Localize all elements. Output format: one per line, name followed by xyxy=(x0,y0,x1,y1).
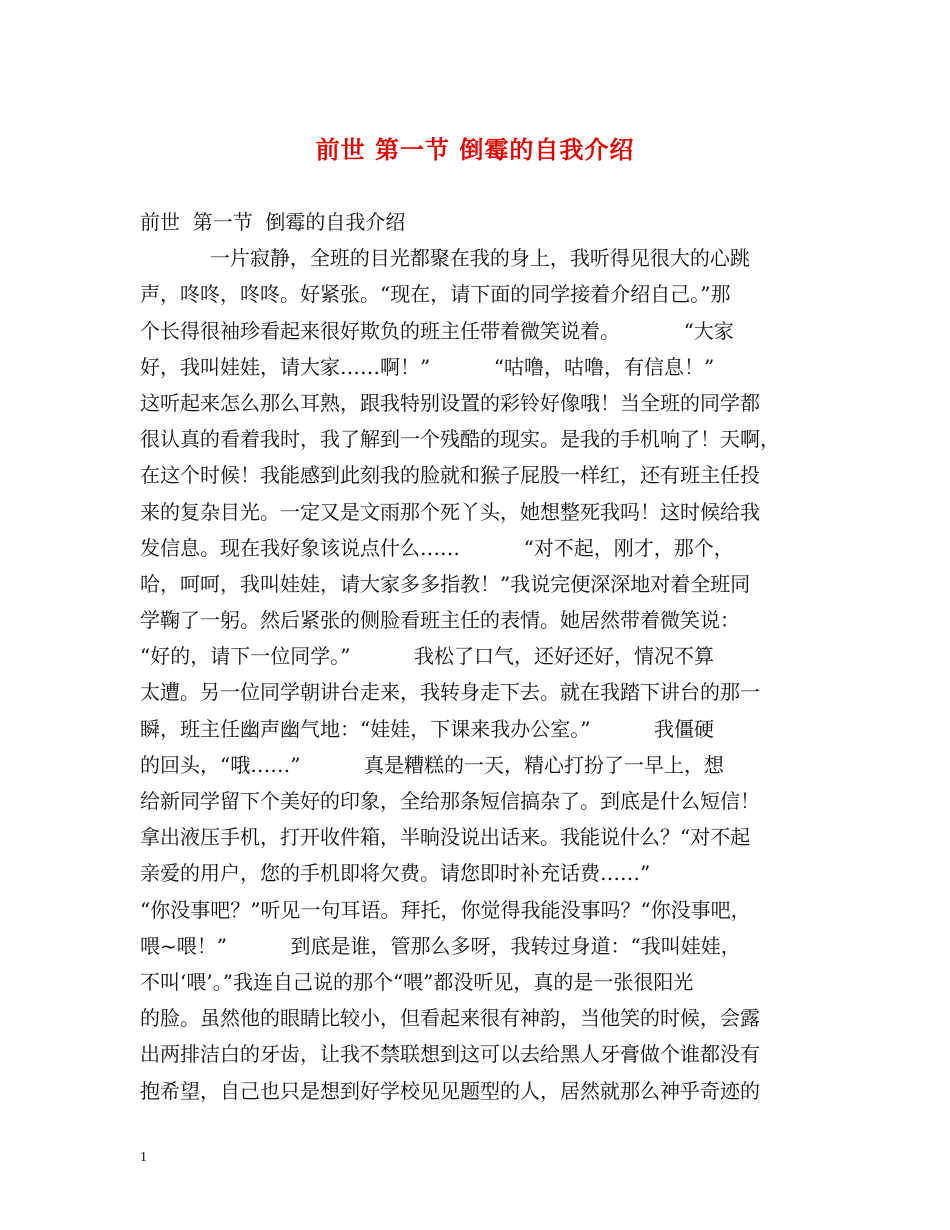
body-line-21: 喂~喂！” 到底是谁，管那么多呀，我转过身道：“我叫娃娃， xyxy=(140,933,741,958)
body-line-14: 太遭。另一位同学朝讲台走来，我转身走下去。就在我踏下讲台的那一 xyxy=(140,680,760,705)
document-title: 前世 第一节 倒霉的自我介绍 xyxy=(315,136,635,164)
body-line-6: 这听起来怎么那么耳熟，跟我特别设置的彩铃好像哦！当全班的同学都 xyxy=(140,390,760,415)
body-line-15: 瞬，班主任幽声幽气地：“娃娃，下课来我办公室。” 我僵硬 xyxy=(140,716,715,741)
body-line-17: 给新同学留下个美好的印象，全给那条短信搞杂了。到底是什么短信！ xyxy=(140,789,760,813)
body-line-9: 来的复杂目光。一定又是文雨那个死丫头，她想整死我吗！这时候给我 xyxy=(140,499,760,524)
document-body xyxy=(140,204,820,1109)
body-line-1: 前世 第一节 倒霉的自我介绍 xyxy=(140,210,406,234)
body-line-24: 出两排洁白的牙齿，让我不禁联想到这可以去给黑人牙膏做个谁都没有 xyxy=(140,1042,760,1067)
body-line-7: 很认真的看着我时，我了解到一个残酷的现实。是我的手机响了！天啊， xyxy=(140,427,780,452)
body-line-22: 不叫‘喂’。”我连自己说的那个“喂”都没听见，真的是一张很阳光 xyxy=(140,969,694,994)
body-line-13: “好的，请下一位同学。” 我松了口气，还好还好，情况不算 xyxy=(140,644,715,669)
body-line-2: 一片寂静，全班的目光都聚在我的身上，我听得见很大的心跳 xyxy=(140,246,750,271)
body-line-19: 亲爱的用户，您的手机即将欠费。请您即时补充话费……” xyxy=(140,861,651,886)
body-line-10: 发信息。现在我好象该说点什么…… “对不起，刚才，那个， xyxy=(140,535,734,560)
body-line-16: 的回头，“哦……” 真是糟糕的一天，精心打扮了一早上，想 xyxy=(140,752,725,777)
body-line-3: 声，咚咚，咚咚。好紧张。“现在，请下面的同学接着介绍自己。”那 xyxy=(140,282,731,307)
body-line-25: 抱希望，自己也只是想到好学校见见题型的人，居然就那么神乎奇迹的 xyxy=(140,1078,760,1103)
body-line-11: 哈，呵呵，我叫娃娃，请大家多多指教！”我说完便深深地对着全班同 xyxy=(140,571,751,596)
body-line-12: 学鞠了一躬。然后紧张的侧脸看班主任的表情。她居然带着微笑说： xyxy=(140,608,740,633)
body-line-18: 拿出液压手机，打开收件箱，半晌没说出话来。我能说什么？“对不起 xyxy=(140,825,751,850)
body-line-4: 个长得很袖珍看起来很好欺负的班主任带着微笑说着。 “大家 xyxy=(140,318,734,343)
body-line-5: 好，我叫娃娃，请大家……啊！” “咕噜，咕噜，有信息！” xyxy=(140,354,715,379)
page-number: 1 xyxy=(140,1150,147,1165)
body-line-8: 在这个时候！我能感到此刻我的脸就和猴子屁股一样红，还有班主任投 xyxy=(140,463,760,488)
body-line-20: “你没事吧？”听见一句耳语。拜托，你觉得我能没事吗？“你没事吧， xyxy=(140,897,751,922)
body-line-23: 的脸。虽然他的眼睛比较小，但看起来很有神韵，当他笑的时候，会露 xyxy=(140,1006,760,1031)
